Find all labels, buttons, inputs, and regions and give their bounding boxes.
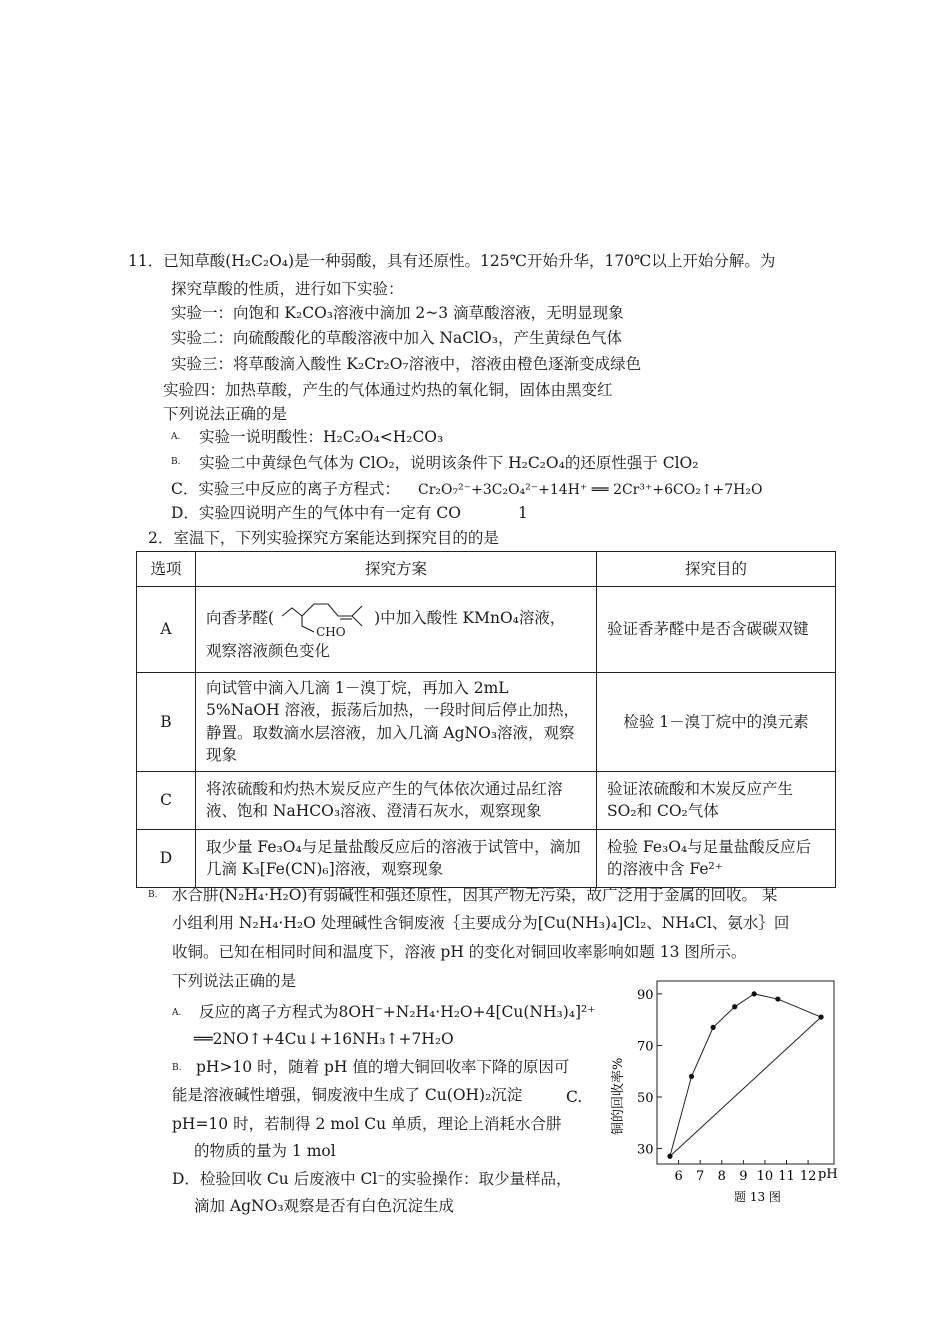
reference-line: [670, 1017, 821, 1156]
y-tick-label: 90: [637, 987, 654, 1003]
data-point: [732, 1004, 737, 1009]
y-tick-label: 50: [637, 1090, 654, 1106]
data-point: [818, 1014, 823, 1019]
q11-optC: C．实验三中反应的离子方程式：: [171, 480, 400, 498]
plan-prefix: 向香茅醛(: [206, 609, 275, 628]
x-tick-label: 10: [756, 1169, 774, 1184]
data-point: [711, 1025, 716, 1030]
table-row-d: [137, 829, 836, 887]
q11-optA-label: A.: [171, 432, 181, 442]
q13-optA-line2: ══2NO↑+4Cu↓+16NH₃↑+7H₂O: [194, 1030, 454, 1048]
x-axis-label: pH: [818, 1167, 838, 1182]
q11-stem: 下列说法正确的是: [163, 405, 288, 423]
q11-line2: 探究草酸的性质，进行如下实验：: [171, 280, 404, 298]
data-point: [689, 1074, 694, 1079]
plan-line2: 观察溶液颜色变化: [206, 642, 331, 661]
y-tick-label: 70: [637, 1039, 654, 1055]
x-tick-label: 7: [696, 1169, 705, 1184]
x-tick-label: 6: [674, 1169, 683, 1184]
row-plan: 取少量 Fe₃O₄与足量盐酸反应后的溶液于试管中，滴加几滴 K₃[Fe(CN)₆]溶液，观察现象: [196, 829, 597, 887]
header-goal: 探究目的: [597, 552, 836, 587]
q12-stem: 2．室温下，下列实验探究方案能达到探究目的的是: [148, 529, 499, 547]
x-tick-label: 9: [739, 1169, 748, 1184]
q11-optC-equation: Cr₂O₇²⁻+3C₂O₄²⁻+14H⁺ ══ 2Cr³⁺+6CO₂↑+7H₂O: [418, 482, 763, 498]
q13-line3: 收铜。已知在相同时间和温度下，溶液 pH 的变化对铜回收率影响如题 13 图所示。: [172, 943, 747, 961]
x-tick-label: 8: [717, 1169, 726, 1184]
recovery-rate-chart: [600, 975, 850, 1215]
q13-optB-line2: 能是溶液碱性增强，铜废液中生成了 Cu(OH)₂沉淀: [172, 1086, 523, 1104]
x-tick-label: 11: [778, 1169, 795, 1184]
data-point: [752, 991, 757, 996]
q13-optB-label: B.: [172, 1063, 182, 1073]
plan-suffix: )中加入酸性 KMnO₄溶液，: [374, 609, 566, 628]
data-point: [775, 996, 780, 1001]
q11-optD-mark: 1: [518, 504, 528, 522]
row-goal: 验证浓硫酸和木炭反应产生 SO₂和 CO₂气体: [597, 771, 836, 829]
x-tick-label: 12: [799, 1169, 817, 1184]
q12-table: [136, 551, 836, 888]
row-goal: 验证香茅醛中是否含碳碳双键: [597, 587, 836, 673]
table-header-row: [137, 552, 836, 587]
table-row-b: [137, 673, 836, 772]
q11-exp2: 实验二：向硫酸酸化的草酸溶液中加入 NaClO₃，产生黄绿色气体: [171, 329, 622, 347]
q13-optC-label: C.: [566, 1088, 583, 1106]
y-axis-label: 铜的回收率%: [611, 1057, 626, 1135]
q13-optD-line2: 滴加 AgNO₃观察是否有白色沉淀生成: [194, 1197, 455, 1215]
table-row-c: [137, 771, 836, 829]
q13-optD-line1: D．检验回收 Cu 后废液中 Cl⁻的实验操作：取少量样品，: [172, 1170, 572, 1188]
chart-caption: 题 13 图: [734, 1190, 781, 1204]
q11-exp4: 实验四：加热草酸，产生的气体通过灼热的氧化铜，固体由黑变红: [163, 381, 613, 399]
q13-number: B.: [148, 890, 158, 900]
row-label: D: [137, 829, 196, 887]
cho-label: CHO: [316, 625, 346, 640]
q11-line1: 11．已知草酸(H₂C₂O₄)是一种弱酸，具有还原性。125℃开始升华，170℃以上开始分解。为: [128, 252, 776, 270]
q11-optD: D．实验四说明产生的气体中有一定有 CO: [171, 504, 461, 522]
q11-exp1: 实验一：向饱和 K₂CO₃溶液中滴加 2~3 滴草酸溶液，无明显现象: [171, 304, 624, 322]
q13-optA-line1: 反应的离子方程式为8OH⁻+N₂H₄·H₂O+4[Cu(NH₃)₄]²⁺: [199, 1003, 596, 1021]
q13-optA-label: A.: [172, 1008, 182, 1018]
y-tick-label: 30: [637, 1142, 654, 1158]
q13-stem: 下列说法正确的是: [172, 972, 297, 990]
row-label: B: [137, 673, 196, 772]
row-plan: 将浓硫酸和灼热木炭反应产生的气体依次通过品红溶液、饱和 NaHCO₃溶液、澄清石灰水，观察现象: [196, 771, 597, 829]
row-label: A: [137, 587, 196, 673]
row-goal: 检验 Fe₃O₄与足量盐酸反应后的溶液中含 Fe²⁺: [597, 829, 836, 887]
q13-line2: 小组利用 N₂H₄·H₂O 处理碱性含铜废液｛主要成分为[Cu(NH₃)₄]Cl₂、NH₄Cl、氨水｝回: [172, 914, 790, 932]
q11-optB: 实验二中黄绿色气体为 ClO₂，说明该条件下 H₂C₂O₄的还原性强于 ClO₂: [199, 454, 699, 472]
table-row-a: [137, 587, 836, 673]
q11-optA: 实验一说明酸性：H₂C₂O₄<H₂CO₃: [199, 428, 444, 446]
header-plan: 探究方案: [196, 552, 597, 587]
row-goal: 检验 1－溴丁烷中的溴元素: [597, 673, 836, 772]
q11-optB-label: B.: [171, 457, 181, 467]
q11-exp3: 实验三：将草酸滴入酸性 K₂Cr₂O₇溶液中，溶液由橙色逐渐变成绿色: [171, 355, 642, 373]
plot-frame: [657, 981, 834, 1164]
row-label: C: [137, 771, 196, 829]
citronellal-structure: [274, 596, 374, 640]
q13-optC-line2: 的物质的量为 1 mol: [194, 1142, 336, 1160]
data-point: [667, 1154, 672, 1159]
q13-optB-line1: pH>10 时，随着 pH 值的增大铜回收率下降的原因可: [196, 1058, 570, 1076]
header-option: 选项: [137, 552, 196, 587]
q13-optC-line1: pH=10 时，若制得 2 mol Cu 单质，理论上消耗水合肼: [172, 1115, 562, 1133]
row-plan: [196, 587, 597, 673]
row-plan: 向试管中滴入几滴 1－溴丁烷，再加入 2mL 5%NaOH 溶液，振荡后加热，一段时间后停止加热，静置。取数滴水层溶液，加入几滴 AgNO₃溶液，观察现象: [196, 673, 597, 772]
q13-line1: 水合肼(N₂H₄·H₂O)有弱碱性和强还原性，因其产物无污染，故广泛用于金属的回收。 某: [172, 886, 778, 904]
